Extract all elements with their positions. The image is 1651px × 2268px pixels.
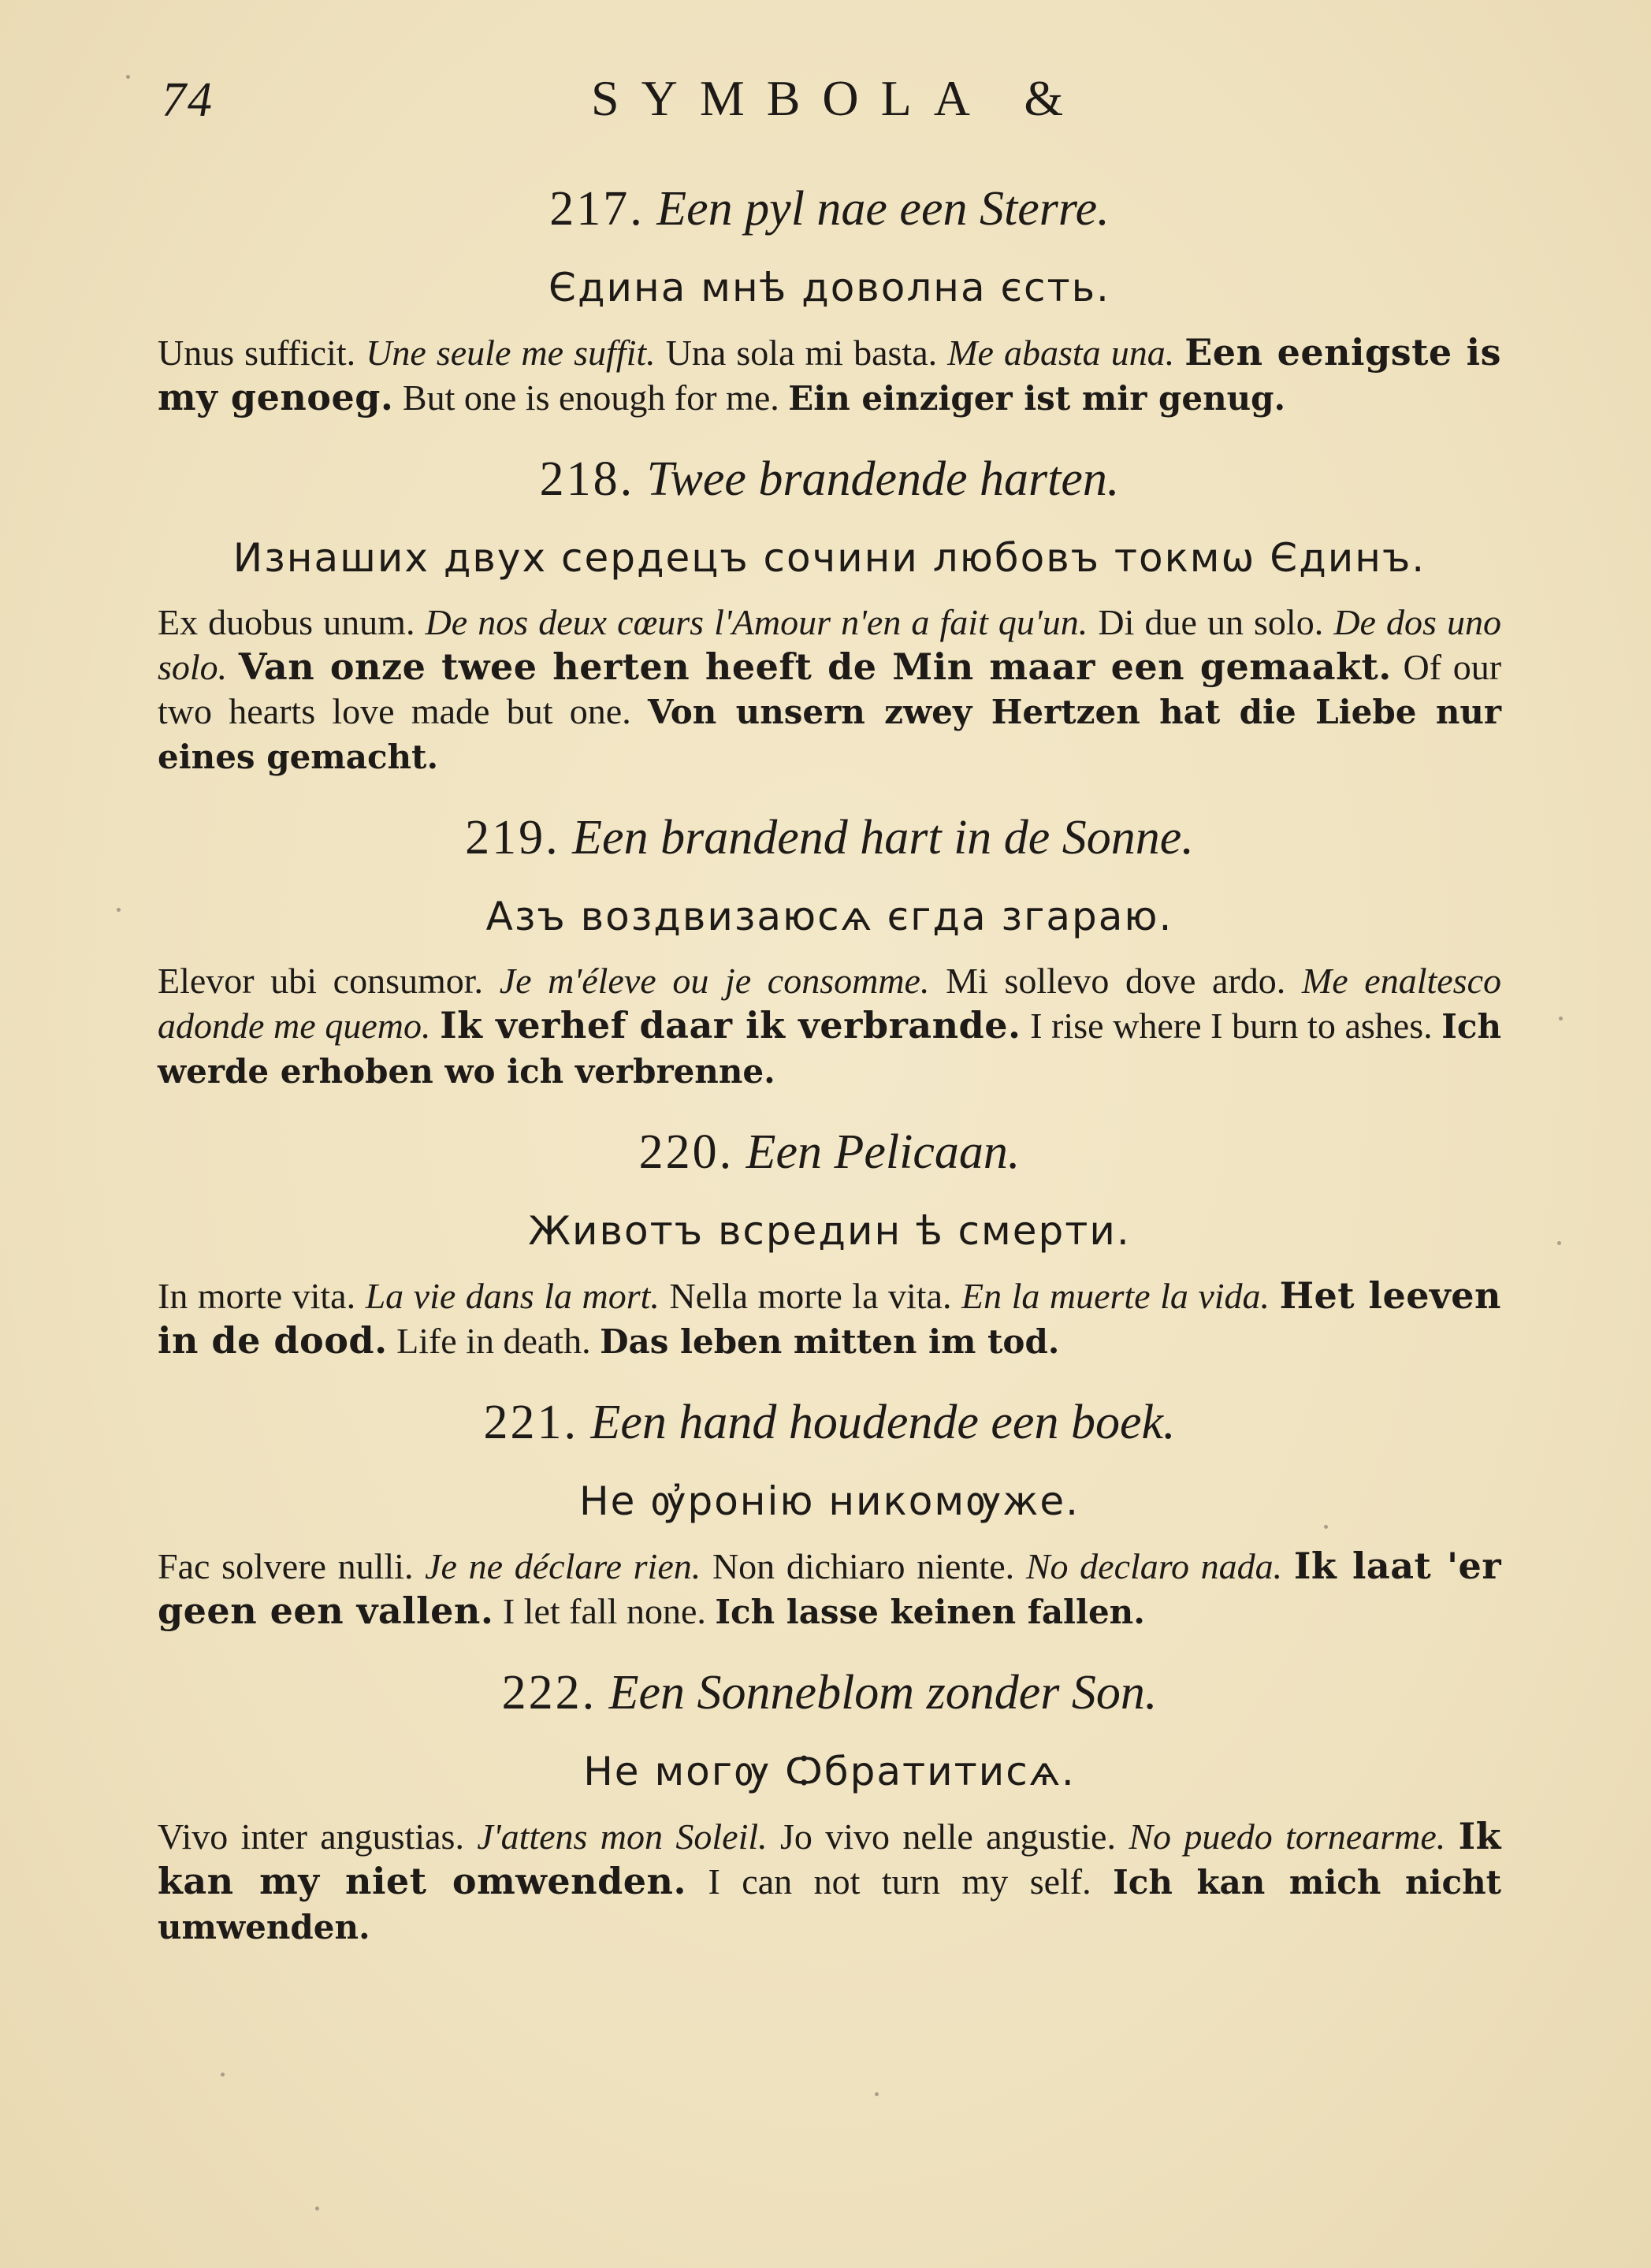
spanish-motto: No declaro nada.: [1025, 1546, 1283, 1586]
entry-number: 222.: [501, 1666, 597, 1720]
spanish-motto: Me enaltesco adonde me quemo.: [158, 961, 1501, 1046]
paper-speck: [1559, 1017, 1563, 1021]
english-motto: Life in death.: [396, 1321, 591, 1361]
entry-number: 219.: [465, 811, 560, 864]
french-motto: J'attens mon Soleil.: [477, 1816, 768, 1857]
entry-number: 220.: [638, 1125, 734, 1179]
emblem-entry: [158, 1661, 1501, 1950]
slavonic-motto: Изнашиx двух сердецъ сочини любовъ токмω Єдинъ.: [232, 535, 1426, 581]
emblem-entry: [158, 177, 1501, 421]
latin-motto: Unus sufficit.: [158, 333, 356, 373]
entry-number: 217.: [549, 182, 645, 236]
spanish-motto: En la muerte la vida.: [961, 1276, 1270, 1316]
dutch-motto: Ik kan my niet omwenden.: [158, 1815, 1502, 1902]
paper-speck: [117, 908, 121, 912]
entry-title: Een pyl nae een Sterre.: [656, 182, 1110, 236]
entry-number: 218.: [539, 452, 635, 506]
entry-number: 221.: [483, 1396, 578, 1449]
emblem-entry: [158, 1391, 1501, 1634]
english-motto: I let fall none.: [502, 1591, 706, 1631]
slavonic-motto: Не могѹ Ѻбратитисѧ.: [583, 1749, 1076, 1794]
slavonic-motto: Животъ всредин ѣ смерти.: [528, 1208, 1131, 1254]
latin-motto: Fac solvere nulli.: [158, 1546, 414, 1586]
translations: [158, 1814, 1501, 1950]
entry-heading: [158, 1121, 1501, 1184]
entry-heading: [158, 177, 1501, 240]
italian-motto: Jo vivo nelle angustie.: [780, 1816, 1116, 1857]
dutch-motto: Ik verhef daar ik verbrande.: [440, 1004, 1021, 1047]
german-motto: Das leben mitten im tod.: [600, 1322, 1060, 1361]
entry-title: Een brandend hart in de Sonne.: [572, 811, 1194, 864]
slavonic-motto: Азъ воздвизаюсѧ єгда згараю.: [485, 894, 1173, 939]
emblem-entries: [158, 177, 1501, 1976]
translations: [158, 600, 1501, 779]
latin-motto: In morte vita.: [158, 1276, 356, 1316]
italian-motto: Di due un solo.: [1098, 602, 1324, 642]
german-motto: Ich werde erhoben wo ich verbrenne.: [158, 1007, 1502, 1091]
spanish-motto: Me abasta una.: [947, 333, 1175, 373]
paper-speck: [875, 2092, 879, 2096]
dutch-motto: Het leeven in de dood.: [158, 1274, 1502, 1362]
italian-motto: Una sola mi basta.: [665, 333, 938, 373]
emblem-entry: [158, 806, 1501, 1094]
slavonic-motto: Єдина мнѣ доволна єсть.: [548, 265, 1110, 310]
dutch-motto: Ik laat 'er geen een vallen.: [158, 1545, 1502, 1632]
translations: [158, 330, 1501, 421]
spanish-motto: De dos uno solo.: [158, 602, 1502, 687]
german-motto: Ich kan mich nicht umwenden.: [158, 1863, 1502, 1946]
translations: [158, 1544, 1501, 1634]
german-motto: Von unsern zwey Hertzen hat die Liebe nur eines gemacht.: [158, 693, 1502, 776]
translations: [158, 1273, 1501, 1364]
entry-heading: [158, 1391, 1501, 1454]
english-motto: Of our two hearts love made but one.: [158, 647, 1502, 731]
paper-speck: [1557, 1241, 1561, 1245]
translations: [158, 959, 1501, 1094]
slavonic-motto: Не ѹ҆ронію никомѹже.: [579, 1478, 1080, 1524]
emblem-entry: [158, 1121, 1501, 1364]
entry-heading: [158, 1661, 1501, 1724]
french-motto: Je ne déclare rien.: [425, 1546, 701, 1586]
italian-motto: Mi sollevo dove ardo.: [946, 961, 1286, 1001]
latin-motto: Ex duobus unum.: [158, 602, 415, 642]
spanish-motto: No puedo tornearme.: [1129, 1816, 1446, 1857]
paper-speck: [221, 2073, 225, 2077]
entry-title: Een Pelicaan.: [746, 1125, 1021, 1179]
latin-motto: Elevor ubi consumor.: [158, 961, 484, 1001]
paper-speck: [1324, 1525, 1328, 1529]
entry-heading: [158, 806, 1501, 869]
entry-title: Twee brandende harten.: [646, 452, 1120, 506]
page-number: 74: [162, 73, 214, 127]
french-motto: De nos deux cœurs l'Amour n'en a fait qu'un.: [425, 602, 1088, 642]
italian-motto: Nella morte la vita.: [669, 1276, 952, 1316]
french-motto: Une seule me suffit.: [366, 333, 656, 373]
english-motto: But one is enough for me.: [402, 377, 779, 418]
italian-motto: Non dichiaro niente.: [712, 1546, 1015, 1586]
paper-speck: [126, 75, 130, 79]
running-head: SYMBOLA &: [591, 70, 1086, 126]
entry-heading: [158, 448, 1501, 511]
dutch-motto: Van onze twee herten heeft de Min maar een gemaakt.: [238, 645, 1392, 688]
dutch-motto: Een eenigste is my genoeg.: [158, 331, 1502, 418]
entry-title: Een hand houdende een boek.: [590, 1396, 1176, 1449]
entry-title: Een Sonneblom zonder Son.: [608, 1666, 1158, 1720]
paper-speck: [315, 2207, 319, 2210]
german-motto: Ich lasse keinen fallen.: [715, 1593, 1145, 1631]
latin-motto: Vivo inter angustias.: [158, 1816, 464, 1857]
french-motto: Je m'éleve ou je consomme.: [499, 961, 930, 1001]
english-motto: I can not turn my self.: [708, 1861, 1091, 1902]
french-motto: La vie dans la mort.: [365, 1276, 660, 1316]
emblem-entry: [158, 448, 1501, 779]
german-motto: Ein einziger ist mir genug.: [788, 379, 1286, 418]
english-motto: I rise where I burn to ashes.: [1030, 1006, 1433, 1046]
